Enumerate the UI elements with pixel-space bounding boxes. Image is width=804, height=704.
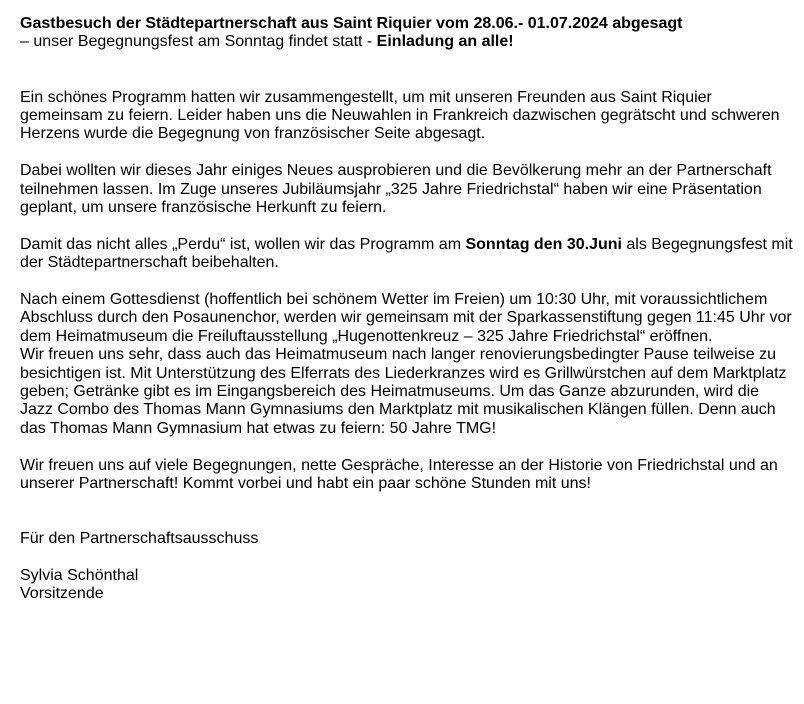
paragraph-program <box>20 236 795 273</box>
paragraph-museum: Wir freuen uns sehr, dass auch das Heimatmuseum nach langer renovierungsbedingter Pause teilweise zu besichtigen ist. Mit Unterstützung des Elferrats des Liederkranzes wird es Grillwürstchen auf dem Marktplatz geben; Getränke gibt es im Eingangsbereich des Heimatmuseums. Um das Ganze abzurunden, wird die Jazz Combo des Thomas Mann Gymnasiums den Marktplatz mit musikalischen Klängen füllen. Denn auch das Thomas Mann Gymnasium hat etwas zu feiern: 50 Jahre TMG! <box>20 346 787 437</box>
program-text-start: Damit das nicht alles „Perdu“ ist, wollen wir das Programm am <box>20 235 466 253</box>
paragraph-plans: Dabei wollten wir dieses Jahr einiges Neues ausprobieren und die Bevölkerung mehr an der Partnerschaft teilnehmen lassen. Im Zuge unseres Jubiläumsjahr „325 Jahre Friedrichstal“ haben wir eine Präsentation geplant, um unsere französische Herkunft zu feiern. <box>20 162 772 217</box>
signature-role: Vorsitzende <box>20 585 104 603</box>
document-subtitle <box>20 33 795 51</box>
signature-sender: Für den Partnerschaftsausschuss <box>20 530 259 548</box>
paragraph-closing: Wir freuen uns auf viele Begegnungen, nette Gespräche, Interesse an der Historie von Friedrichstal und an unserer Partnerschaft! Kommt vorbei und habt ein paar schöne Stunden mit uns! <box>20 456 778 493</box>
program-text-end: als Begegnungsfest mit der Städtepartnerschaft beibehalten. <box>20 235 793 272</box>
document-page <box>20 15 795 604</box>
signature-name: Sylvia Schönthal <box>20 567 139 585</box>
document-title: Gastbesuch der Städtepartnerschaft aus Saint Riquier vom 28.06.- 01.07.2024 abgesagt <box>20 15 683 32</box>
program-date: Sonntag den 30.Juni <box>465 235 622 253</box>
paragraph-intro: Ein schönes Programm hatten wir zusammengestellt, um mit unseren Freunden aus Saint Riquier gemeinsam zu feiern. Leider haben uns die Neuwahlen in Frankreich dazwischen gegrätscht und schweren Herzens wurde die Begegnung von französischer Seite abgesagt. <box>20 88 780 143</box>
subtitle-text: – unser Begegnungsfest am Sonntag findet statt - <box>20 33 377 51</box>
paragraph-schedule: Nach einem Gottesdienst (hoffentlich bei schönem Wetter im Freien) um 10:30 Uhr, mit voraussichtlichem Abschluss durch den Posaunenchor, werden wir gemeinsam mit der Sparkassenstiftung gegen 11:45 Uhr vor dem Heimatmuseum die Freiluftausstellung „Hugenottenkreuz – 325 Jahre Friedrichstal“ eröffnen. <box>20 291 792 345</box>
subtitle-invitation: Einladung an alle! <box>376 33 514 51</box>
